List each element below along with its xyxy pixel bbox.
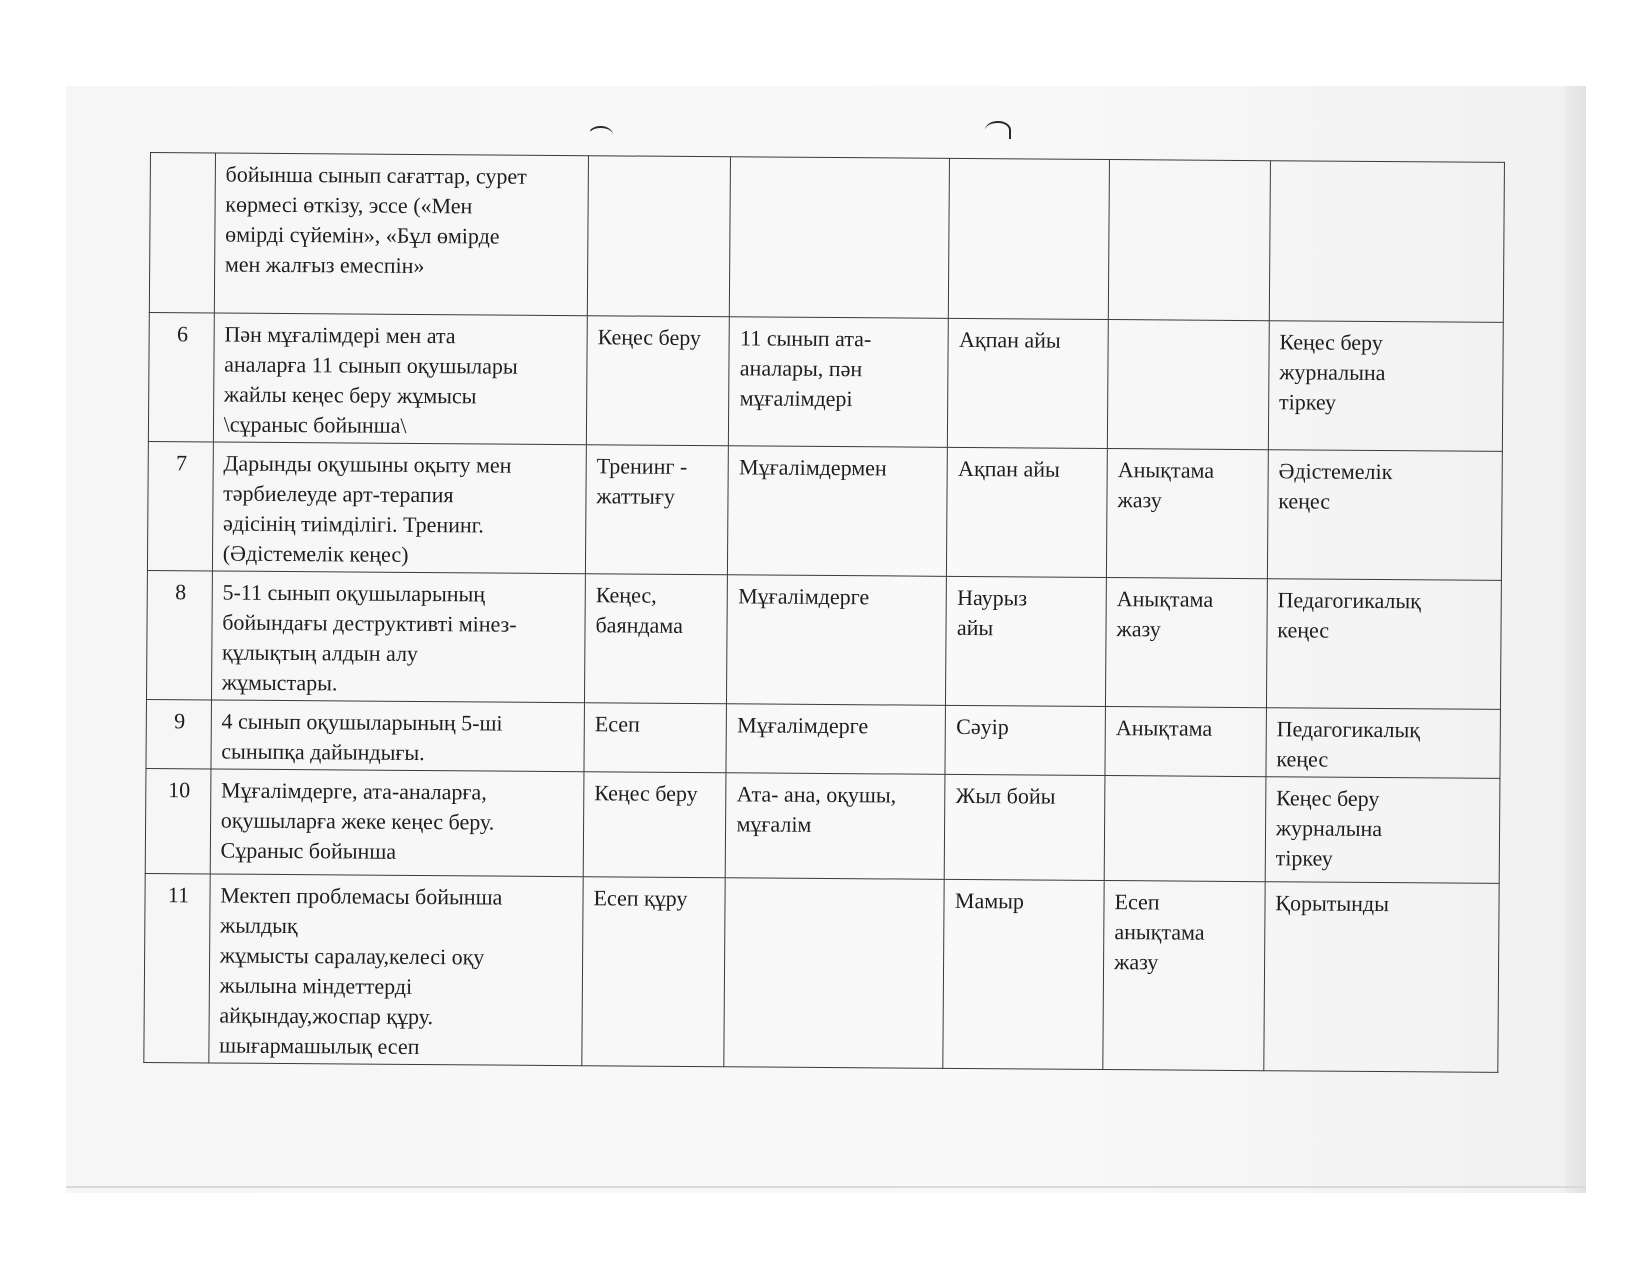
place-cell: Кеңес беру журналына тіркеу — [1265, 777, 1500, 884]
table-row — [146, 570, 1501, 709]
page-edge-shadow — [1565, 86, 1586, 1193]
form-cell: Есеп — [584, 703, 727, 773]
event-cell: бойынша сынып сағаттар, сурет көрмесі өткізу, эссе («Мен өмірді сүйемін», «Бұл өмірде мен жалғыз емеспін» — [214, 153, 588, 316]
output-cell: Анықтама — [1105, 707, 1266, 777]
row-number: 7 — [147, 441, 213, 570]
audience-cell: Мұғалімдермен — [728, 446, 948, 577]
place-cell — [1269, 161, 1504, 323]
page-bottom-edge — [66, 1186, 1586, 1188]
row-number: 10 — [145, 768, 210, 873]
row-number: 6 — [148, 312, 214, 441]
output-cell: Анықтама жазу — [1106, 578, 1268, 708]
event-cell: Мектеп проблемасы бойынша жылдық жұмысты саралау,келесі оқу жылына міндеттерді айқындау,жоспар құру. шығармашылық есеп — [209, 874, 584, 1066]
punch-hole-left — [588, 126, 613, 144]
time-cell: Сәуір — [945, 705, 1105, 775]
row-number: 11 — [144, 873, 210, 1062]
form-cell — [587, 156, 731, 317]
event-cell: 5-11 сынып оқушыларының бойындағы деструктивті мінез- құлықтың алдын алу жұмыстары. — [211, 571, 585, 703]
place-cell: Педагогикалық кеңес — [1266, 708, 1501, 779]
event-cell: Дарынды оқушыны оқыту мен тәрбиелеуде арт-терапия әдісінің тиімділігі. Тренинг. (Әдістемелік кеңес) — [212, 442, 586, 574]
audience-cell: Ата- ана, оқушы, мұғалім — [726, 773, 946, 880]
punch-hole-right — [985, 121, 1011, 139]
output-cell — [1108, 160, 1270, 321]
output-cell — [1107, 320, 1269, 450]
form-cell: Тренинг - жаттығу — [585, 445, 728, 575]
form-cell: Кеңес беру — [583, 772, 726, 878]
place-cell: Педагогикалық кеңес — [1266, 579, 1501, 710]
event-cell: Пән мұғалімдері мен ата аналарға 11 сынып оқушылары жайлы кеңес беру жұмысы \сұраныс бойынша\ — [213, 313, 587, 445]
output-cell — [1104, 776, 1266, 882]
table-row — [145, 768, 1500, 883]
place-cell: Кеңес беру журналына тіркеу — [1268, 321, 1503, 452]
event-cell: 4 сынып оқушыларының 5-ші сыныпқа дайындығы. — [211, 700, 585, 772]
table-row — [144, 873, 1499, 1072]
time-cell: Наурыз айы — [946, 576, 1107, 706]
row-number: 9 — [146, 699, 211, 768]
time-cell: Жыл бойы — [945, 774, 1105, 880]
form-cell: Кеңес беру — [586, 316, 729, 446]
time-cell: Ақпан айы — [947, 447, 1108, 577]
event-cell: Мұғалімдерге, ата-аналарға, оқушыларға жеке кеңес беру. Сұраныс бойынша — [210, 769, 584, 877]
place-cell: Қорытынды — [1264, 882, 1500, 1073]
output-cell: Есеп анықтама жазу — [1103, 881, 1265, 1071]
time-cell: Мамыр — [943, 879, 1104, 1069]
audience-cell — [724, 878, 944, 1069]
place-cell: Әдістемелік кеңес — [1267, 450, 1502, 581]
form-cell: Есеп құру — [582, 877, 726, 1067]
table-row — [146, 699, 1500, 778]
audience-cell: 11 сынып ата- аналары, пән мұғалімдері — [729, 317, 949, 448]
table-row — [149, 153, 1504, 323]
work-plan-table — [143, 152, 1505, 1073]
output-cell: Анықтама жазу — [1106, 449, 1268, 579]
audience-cell: Мұғалімдерге — [726, 704, 945, 775]
row-number — [149, 153, 215, 313]
table-row — [147, 441, 1502, 580]
row-number: 8 — [146, 570, 212, 699]
time-cell: Ақпан айы — [948, 318, 1109, 448]
audience-cell: Мұғалімдерге — [727, 575, 947, 706]
time-cell — [949, 158, 1110, 319]
table-row — [148, 312, 1503, 451]
audience-cell — [730, 157, 950, 319]
form-cell: Кеңес, баяндама — [584, 574, 727, 704]
